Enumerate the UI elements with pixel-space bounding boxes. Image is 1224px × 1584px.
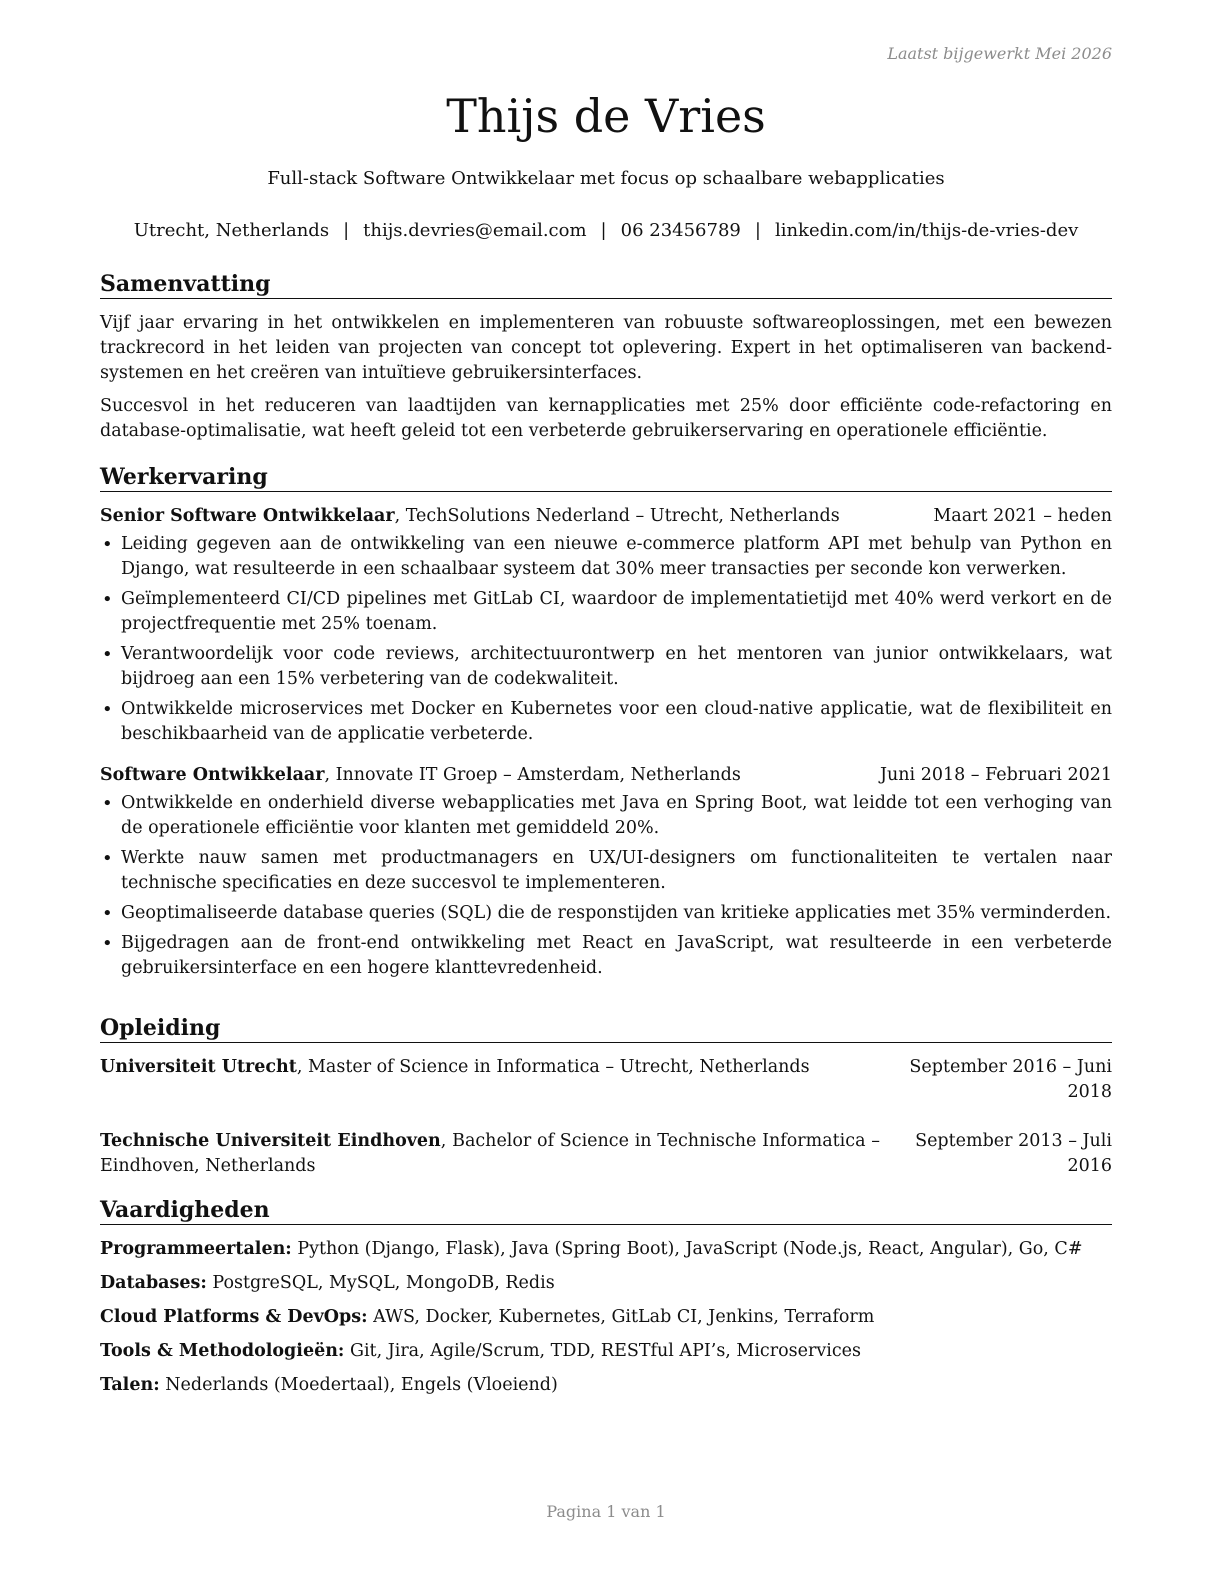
job-entry [100, 763, 1112, 981]
contact-separator: | [343, 220, 350, 241]
summary-paragraph: Vijf jaar ervaring in het ontwikkelen en implementeren van robuuste softwareoplossingen, met een bewezen trackrecord in het leiden van projecten van concept tot oplevering. Expert in het optimaliseren van backend-systemen en het creëren van intuïtieve gebruikersinterfaces. [100, 313, 1112, 383]
skill-value: AWS, Docker, Kubernetes, GitLab CI, Jenkins, Terraform [367, 1307, 875, 1327]
summary-section [100, 270, 1112, 452]
skill-label: Cloud Platforms & DevOps: [100, 1307, 368, 1327]
section-title-experience: Werkervaring [100, 463, 1112, 492]
skill-line [100, 1237, 1112, 1262]
education-detail: , Bachelor of Science in Technische Informatica – Eindhoven, Netherlands [100, 1131, 881, 1176]
education-school: Universiteit Utrecht [100, 1057, 297, 1077]
contact-separator: | [600, 220, 607, 241]
education-institution-line [100, 1055, 880, 1105]
skill-line [100, 1373, 1112, 1398]
section-title-skills: Vaardigheden [100, 1196, 1112, 1225]
job-bullet: • Bijgedragen aan de front-end ontwikkeling met React en JavaScript, wat resulteerde in een verbeterde gebruikersinterface en een hogere klanttevredenheid. [100, 931, 1112, 981]
skills-section [100, 1196, 1112, 1407]
summary-paragraph: Succesvol in het reduceren van laadtijden van kernapplicaties met 25% door efficiënte code-refactoring en database-optimalisatie, wat heeft geleid tot een verbeterde gebruikerservaring en operationele efficiëntie. [100, 396, 1112, 441]
job-bullet: • Ontwikkelde microservices met Docker en Kubernetes voor een cloud-native applicatie, wat de flexibiliteit en beschikbaarheid van de applicatie verbeterde. [100, 697, 1112, 747]
contact-line [100, 219, 1112, 243]
job-title-line [100, 763, 741, 788]
education-dates: September 2013 – Juli 2016 [915, 1131, 1112, 1176]
job-bullet: • Geïmplementeerd CI/CD pipelines met GitLab CI, waardoor de implementatietijd met 40% werd verkort en de projectfrequentie met 25% toenam. [100, 587, 1112, 637]
contact-email[interactable]: thijs.devries@email.com [363, 220, 587, 241]
job-bullets [100, 791, 1112, 981]
job-bullet: • Ontwikkelde en onderhield diverse webapplicaties met Java en Spring Boot, wat leidde tot een verhoging van de operationele efficiëntie voor klanten met gemiddeld 20%. [100, 791, 1112, 841]
contact-location: Utrecht, Netherlands [133, 220, 330, 241]
job-dates: Juni 2018 – Februari 2021 [879, 765, 1112, 785]
education-section [100, 1014, 1112, 1179]
tagline: Full-stack Software Ontwikkelaar met focus op schaalbare webapplicaties [267, 168, 945, 189]
education-entry [100, 1055, 1112, 1105]
education-detail: , Master of Science in Informatica – Utrecht, Netherlands [296, 1057, 810, 1077]
job-header [100, 763, 1112, 788]
contact-phone: 06 23456789 [620, 220, 741, 241]
page-number: Pagina 1 van 1 [546, 1502, 666, 1521]
skill-value: Git, Jira, Agile/Scrum, TDD, RESTful API’s, Microservices [344, 1341, 861, 1361]
job-dates: Maart 2021 – heden [933, 506, 1112, 526]
skill-value: PostgreSQL, MySQL, MongoDB, Redis [206, 1273, 555, 1293]
job-company: , TechSolutions Nederland – Utrecht, Netherlands [394, 506, 840, 526]
education-dates: September 2016 – Juni 2018 [909, 1057, 1112, 1102]
skill-line [100, 1305, 1112, 1330]
contact-separator: | [754, 220, 761, 241]
education-institution-line [100, 1129, 880, 1179]
job-bullets [100, 532, 1112, 747]
job-bullet: • Geoptimaliseerde database queries (SQL) die de responstijden van kritieke applicaties met 35% verminderden. [100, 901, 1112, 926]
section-title-summary: Samenvatting [100, 270, 1112, 299]
resume-page [100, 0, 1112, 1584]
skill-label: Programmeertalen: [100, 1239, 292, 1259]
job-bullet: • Werkte nauw samen met productmanagers en UX/UI-designers om functionaliteiten te vertalen naar technische specificaties en deze succesvol te implementeren. [100, 846, 1112, 896]
education-school: Technische Universiteit Eindhoven [100, 1131, 441, 1151]
job-entry [100, 504, 1112, 747]
job-header [100, 504, 1112, 529]
skill-value: Nederlands (Moedertaal), Engels (Vloeiend) [159, 1375, 558, 1395]
job-bullet: • Verantwoordelijk voor code reviews, architectuurontwerp en het mentoren van junior ontwikkelaars, wat bijdroeg aan een 15% verbetering van de codekwaliteit. [100, 642, 1112, 692]
contact-linkedin[interactable]: linkedin.com/in/thijs-de-vries-dev [774, 220, 1079, 241]
section-title-education: Opleiding [100, 1014, 1112, 1043]
skill-value: Python (Django, Flask), Java (Spring Boot), JavaScript (Node.js, React, Angular), Go, C# [291, 1239, 1083, 1259]
last-updated: Laatst bijgewerkt Mei 2026 [887, 44, 1112, 63]
skill-label: Tools & Methodologieën: [100, 1341, 345, 1361]
job-title-line [100, 504, 840, 529]
education-entry [100, 1129, 1112, 1179]
candidate-name: Thijs de Vries [446, 89, 766, 143]
experience-section [100, 463, 1112, 986]
job-company: , Innovate IT Groep – Amsterdam, Netherlands [324, 765, 741, 785]
skill-line [100, 1339, 1112, 1364]
skill-label: Databases: [100, 1273, 207, 1293]
job-bullet: • Leiding gegeven aan de ontwikkeling van een nieuwe e-commerce platform API met behulp van Python en Django, wat resulteerde in een schaalbaar systeem dat 30% meer transacties per seconde kon verwerken. [100, 532, 1112, 582]
skill-line [100, 1271, 1112, 1296]
skill-label: Talen: [100, 1375, 160, 1395]
job-role: Senior Software Ontwikkelaar [100, 506, 395, 526]
job-role: Software Ontwikkelaar [100, 765, 325, 785]
